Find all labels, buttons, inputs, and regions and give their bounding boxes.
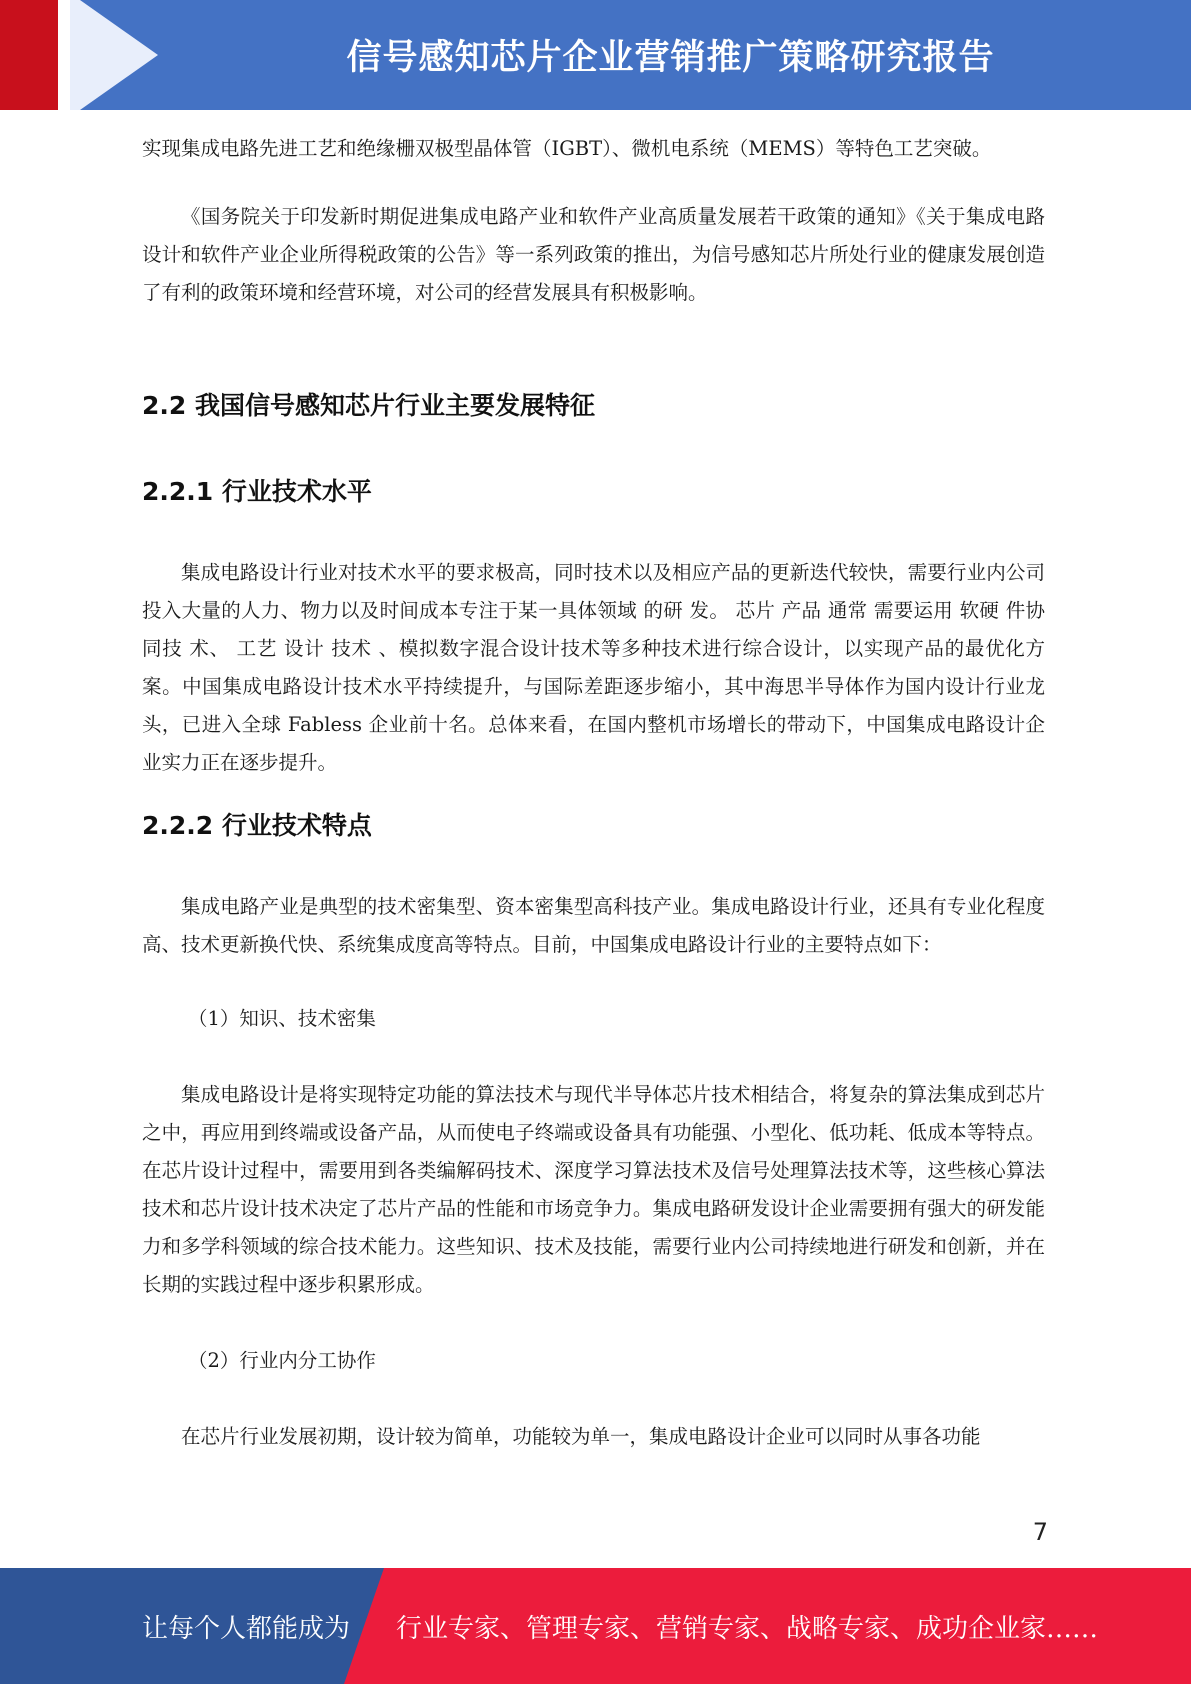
footer-slogan-right: 行业专家、管理专家、营销专家、战略专家、成功企业家…… xyxy=(396,1613,1099,1644)
paragraph-6: 在芯片行业发展初期，设计较为简单，功能较为单一，集成电路设计企业可以同时从事各功能 xyxy=(181,1425,981,1448)
page-header xyxy=(0,0,1191,110)
header-title: 信号感知芯片企业营销推广策略研究报告 xyxy=(346,38,995,78)
paragraph-3: 集成电路设计行业对技术水平的要求极高，同时技术以及相应产品的更新迭代较快，需要行业内公司投入大量的人力、物力以及时间成本专注于某一具体领域 的研 发。 芯片 产品 通常 需要运用 软硬 件协 同技 术、 工艺 设计 技术 、模拟数字混合设计技术等多种技术进行综合设计，以实现产品的最优化方案。中国集成电路设计技术水平持续提升，与国际差距逐步缩小，其中海思半导体作为国内设计行业龙头，已进入全球 Fabless 企业前十名。总体来看，在国内整机市场增长的带动下，中国集成电路设计企业实力正在逐步提升。 xyxy=(142,561,1045,774)
paragraph-4: 集成电路产业是典型的技术密集型、资本密集型高科技产业。集成电路设计行业，还具有专业化程度高、技术更新换代快、系统集成度高等特点。目前，中国集成电路设计行业的主要特点如下： xyxy=(142,895,1045,956)
paragraph-1: 实现集成电路先进工艺和绝缘栅双极型晶体管（IGBT）、微机电系统（MEMS）等特色工艺突破。 xyxy=(142,137,992,160)
page-footer xyxy=(0,1568,1191,1684)
section-heading-2-2-1: 2.2.1 行业技术水平 xyxy=(142,477,372,506)
list-item-2: （2）行业内分工协作 xyxy=(188,1349,376,1372)
section-heading-2-2: 2.2 我国信号感知芯片行业主要发展特征 xyxy=(142,391,595,420)
page-number: 7 xyxy=(1032,1518,1048,1546)
list-item-1: （1）知识、技术密集 xyxy=(188,1007,376,1030)
paragraph-2: 《国务院关于印发新时期促进集成电路产业和软件产业高质量发展若干政策的通知》《关于集成电路设计和软件产业企业所得税政策的公告》等一系列政策的推出，为信号感知芯片所处行业的健康发展创造了有利的政策环境和经营环境，对公司的经营发展具有积极影响。 xyxy=(142,205,1045,304)
footer-slogan-left: 让每个人都能成为 xyxy=(142,1613,351,1644)
paragraph-5: 集成电路设计是将实现特定功能的算法技术与现代半导体芯片技术相结合，将复杂的算法集成到芯片之中，再应用到终端或设备产品，从而使电子终端或设备具有功能强、小型化、低功耗、低成本等特点。在芯片设计过程中，需要用到各类编解码技术、深度学习算法技术及信号处理算法技术等，这些核心算法技术和芯片设计技术决定了芯片产品的性能和市场竞争力。集成电路研发设计企业需要拥有强大的研发能力和多学科领域的综合技术能力。这些知识、技术及技能，需要行业内公司持续地进行研发和创新，并在长期的实践过程中逐步积累形成。 xyxy=(142,1083,1045,1296)
page-content xyxy=(142,130,1045,1456)
section-heading-2-2-2: 2.2.2 行业技术特点 xyxy=(142,811,372,840)
